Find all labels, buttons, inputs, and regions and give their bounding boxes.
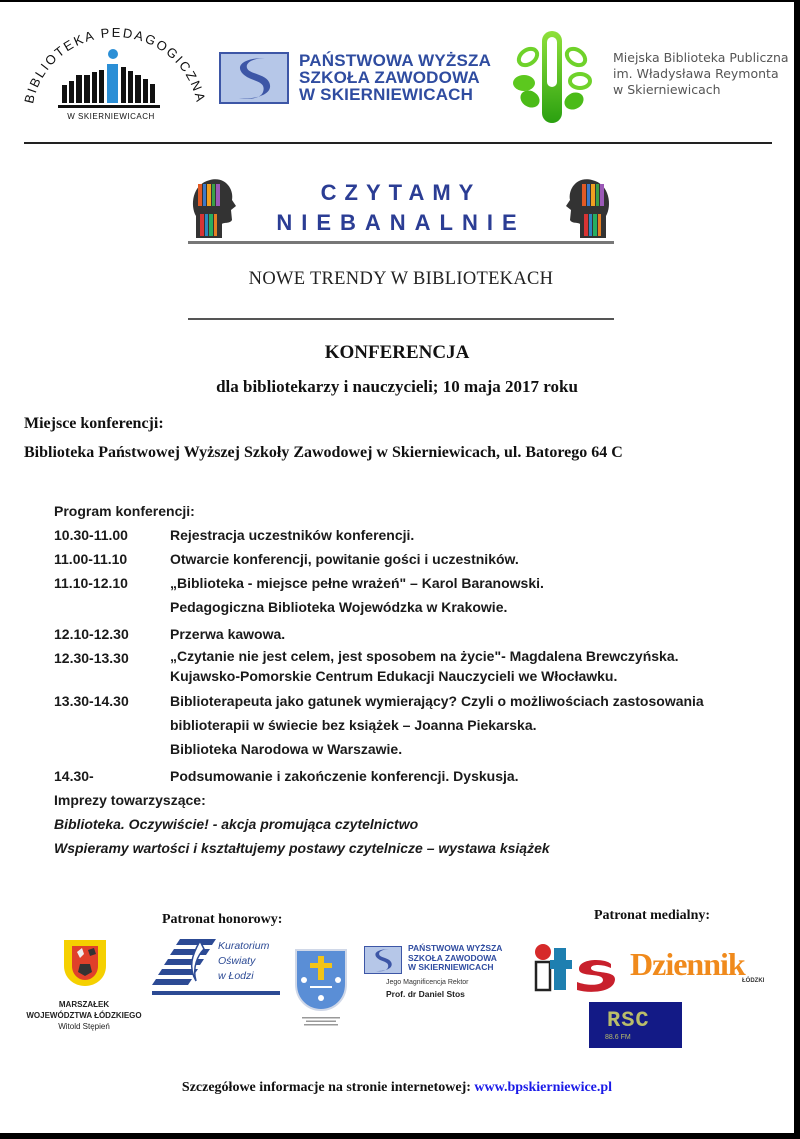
kuratorium-name (218, 939, 269, 984)
program-desc: Przerwa kawowa. (170, 626, 286, 642)
program-desc: „Biblioteka - miejsce pełne wrażeń" – Karol Baranowski. (170, 575, 544, 591)
program-row (54, 571, 784, 619)
mbp-name (613, 50, 789, 98)
rector-title: Jego Magnificencja Rektor (386, 979, 469, 986)
program-desc: Otwarcie konferencji, powitanie gości i uczestników. (170, 551, 519, 567)
program-time: 12.10-12.30 (54, 626, 129, 642)
subtitle: NOWE TRENDY W BIBLIOTEKACH (248, 269, 554, 289)
pwsz-line-1: PAŃSTWOWA WYŻSZA (299, 51, 492, 70)
rector-name: Prof. dr Daniel Stos (386, 989, 465, 999)
marszalek-caption (14, 999, 154, 1032)
kuratorium-line-3: w Łodzi (218, 970, 254, 982)
banner-line-2: NIEBANALNIE (276, 210, 526, 235)
kuratorium-oswiaty-logo (152, 937, 282, 999)
skierniewice-crest-icon (294, 948, 348, 1012)
title-banner (188, 174, 614, 246)
program-desc: Podsumowanie i zakończenie konferencji. Dyskusja. (170, 768, 519, 784)
program-time: 13.30-14.30 (54, 693, 129, 709)
flower-icon (508, 27, 598, 127)
rsc-name: RSC (607, 1008, 650, 1033)
bp-logo-subtitle: W SKIERNIEWICACH (67, 112, 155, 121)
footer-info (0, 1080, 794, 1096)
kuratorium-line-1: Kuratorium (218, 940, 270, 952)
program-row (54, 689, 784, 761)
subtitle-divider (188, 318, 614, 320)
program-row (54, 547, 784, 571)
program-desc: Rejestracja uczestników konferencji. (170, 527, 415, 543)
head-books-right-icon (564, 176, 612, 240)
pwsz-line-3: W SKIERNIEWICACH (299, 85, 474, 104)
pwsz-line-2: SZKOŁA ZAWODOWA (299, 68, 480, 87)
program-desc: Biblioterapeuta jako gatunek wymierający? Czyli o możliwościach zastosowania (170, 693, 704, 709)
program-heading: Program konferencji: (54, 503, 195, 519)
program-time: 10.30-11.00 (54, 527, 128, 543)
honorary-patronage-label: Patronat honorowy: (162, 912, 283, 927)
website-link[interactable]: www.bpskierniewice.pl (474, 1080, 613, 1095)
marszalek-name: Witold Stępień (58, 1022, 110, 1031)
program-time: 11.00-11.10 (54, 551, 128, 567)
lodz-voivodeship-crest-icon (62, 938, 108, 988)
pwsz-small-line-1: PAŃSTWOWA WYŻSZA (408, 943, 503, 953)
media-patronage-label: Patronat medialny: (594, 908, 711, 923)
header-divider (24, 142, 772, 144)
program-time: 11.10-12.10 (54, 575, 128, 591)
venue-label: Miejsce konferencji: (24, 415, 164, 432)
program-desc-affiliation: Kujawsko-Pomorskie Centrum Edukacji Nauczycieli we Włocławku. (170, 668, 618, 684)
program-row (54, 764, 784, 788)
banner-line-1: CZYTAMY (320, 180, 482, 205)
mbp-line-1: Miejska Biblioteka Publiczna (613, 50, 789, 65)
side-event: Biblioteka. Oczywiście! - akcja promująca czytelnictwo (54, 816, 419, 832)
banner-underline (188, 241, 614, 244)
pwsz-s-icon (219, 52, 289, 104)
side-events-heading: Imprezy towarzyszące: (54, 792, 206, 808)
pwsz-small-line-3: W SKIERNIEWICACH (408, 962, 494, 972)
program-desc-affiliation: Biblioteka Narodowa w Warszawie. (170, 741, 403, 757)
program-desc: „Czytanie nie jest celem, jest sposobem na życie"- Magdalena Brewczyńska. (170, 648, 679, 664)
program-desc-affiliation: Pedagogiczna Biblioteka Wojewódzka w Krakowie. (170, 599, 508, 615)
rsc-frequency: 88.6 FM (605, 1034, 631, 1041)
marszalek-region: WOJEWÓDZTWA ŁÓDZKIEGO (26, 1011, 142, 1020)
program-row (54, 622, 784, 646)
pwsz-small-name (408, 944, 502, 973)
conference-title: KONFERENCJA (324, 342, 470, 363)
program-time: 14.30- (54, 768, 94, 784)
crest-caption-icon (294, 1015, 348, 1027)
mbp-line-2: im. Władysława Reymonta (613, 66, 779, 81)
dziennik-subtitle: ŁÓDZKI (742, 978, 765, 984)
program-row (54, 646, 784, 686)
poster-page (0, 2, 794, 1133)
pwsz-small-line-2: SZKOŁA ZAWODOWA (408, 952, 497, 963)
kuratorium-line-2: Oświaty (218, 955, 256, 967)
conference-audience-date: dla bibliotekarzy i nauczycieli; 10 maja 2017 roku (216, 377, 578, 396)
side-event: Wspieramy wartości i kształtujemy postawy czytelnicze – wystawa książek (54, 840, 550, 856)
svg-text:BIBLIOTEKA PEDAGOGICZNA: BIBLIOTEKA PEDAGOGICZNA (21, 24, 209, 105)
its-logo-icon (533, 942, 615, 992)
marszalek-title: MARSZAŁEK (58, 1000, 110, 1009)
its-logo (533, 942, 615, 992)
miejska-biblioteka-logo (508, 27, 794, 127)
head-books-left-icon (190, 176, 238, 240)
program-section (54, 499, 784, 860)
biblioteka-pedagogiczna-logo (20, 22, 210, 132)
pwsz-name (299, 52, 491, 103)
program-time: 12.30-13.30 (54, 650, 129, 666)
dziennik-lodzki-logo: Dziennik (630, 946, 745, 982)
program-desc: biblioterapii w świecie bez książek – Joanna Piekarska. (170, 717, 537, 733)
pwsz-logo (219, 52, 499, 110)
footer-text: Szczegółowe informacje na stronie internetowej: (181, 1080, 475, 1095)
pwsz-rector-logo (364, 944, 514, 1014)
mbp-line-3: w Skierniewicach (613, 82, 721, 97)
pwsz-small-s-icon (364, 946, 402, 974)
radio-rsc-logo (589, 1002, 682, 1048)
venue-address: Biblioteka Państwowej Wyższej Szkoły Zawodowej w Skierniewicach, ul. Batorego 64 C (24, 444, 623, 461)
program-row (54, 523, 784, 547)
